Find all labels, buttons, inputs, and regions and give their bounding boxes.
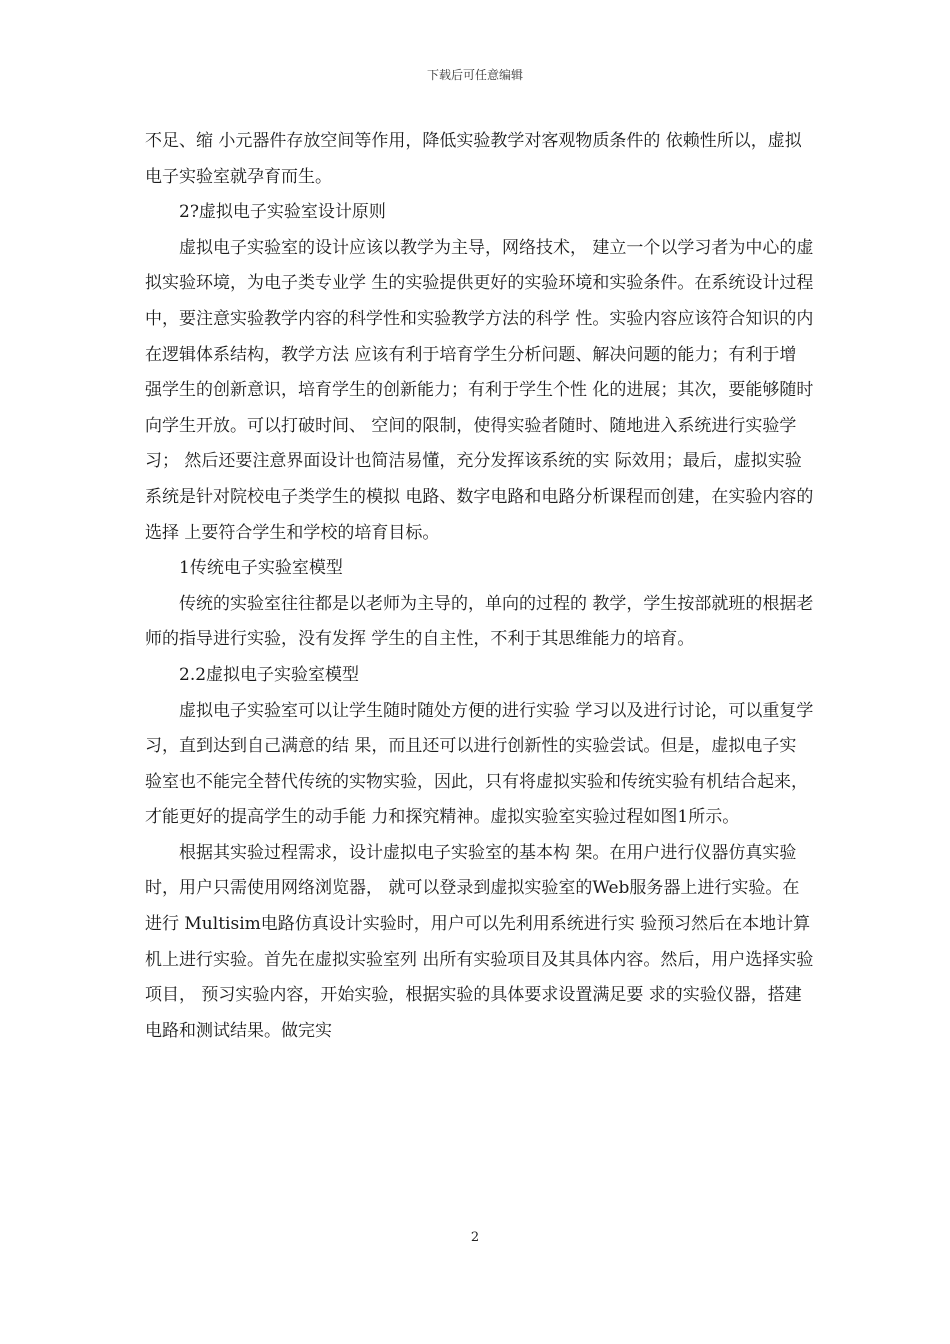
paragraph-virtual-lab-model: 虚拟电子实验室可以让学生随时随处方便的进行实验 学习以及进行讨论，可以重复学习，直到达到自己满意的结 果，而且还可以进行创新性的实验尝试。但是，虚拟电子实 验室也不能完全替代传统的实物实验，因此，只有将虚拟实验和传统实验有机结合起来，才能更好的提高学生的动手能 力和探究精神。虚拟实验室实验过程如图1所示。 — [145, 700, 814, 828]
section-heading-virtual-lab-model: 2.2虚拟电子实验室模型 — [179, 664, 360, 685]
page-header: 下载后可任意编辑 — [426, 68, 523, 82]
page-number: 2 — [470, 1230, 480, 1245]
paragraph-traditional-lab: 传统的实验室往往都是以老师为主导的，单向的过程的 教学，学生按部就班的根据老师的指导进行实验，没有发挥 学生的自主性，不利于其思维能力的培育。 — [145, 593, 814, 650]
document-body — [145, 124, 815, 1049]
paragraph-architecture: 根据其实验过程需求，设计虚拟电子实验室的基本构 架。在用户进行仪器仿真实验时，用户只需使用网络浏览器， 就可以登录到虚拟实验室的Web服务器上进行实验。在进行 Multisim电路仿真设计实验时，用户可以先利用系统进行实 验预习然后在本地计算机上进行实验。首先在虚拟实验室列 出所有实验项目及其具体内容。然后，用户选择实验项目， 预习实验内容，开始实验，根据实验的具体要求设置满足要 求的实验仪器，搭建电路和测试结果。做完实 — [145, 842, 814, 1041]
paragraph-design-principles: 虚拟电子实验室的设计应该以教学为主导，网络技术， 建立一个以学习者为中心的虚拟实验环境，为电子类专业学 生的实验提供更好的实验环境和实验条件。在系统设计过程 中，要注意实验教学内容的科学性和实验教学方法的科学 性。实验内容应该符合知识的内在逻辑体系结构，教学方法 应该有利于培育学生分析问题、解决问题的能力；有利于增 强学生的创新意识，培育学生的创新能力；有利于学生个性 化的进展；其次，要能够随时向学生开放。可以打破时间、 空间的限制，使得实验者随时、随地进入系统进行实验学习； 然后还要注意界面设计也简洁易懂，充分发挥该系统的实 际效用；最后，虚拟实验系统是针对院校电子类学生的模拟 电路、数字电路和电路分析课程而创建，在实验内容的选择 上要符合学生和学校的培育目标。 — [145, 237, 814, 543]
paragraph-1: 不足、缩 小元器件存放空间等作用，降低实验教学对客观物质条件的 依赖性所以，虚拟电子实验室就孕育而生。 — [145, 131, 802, 187]
section-heading-design-principles: 2?虚拟电子实验室设计原则 — [179, 202, 386, 223]
section-heading-traditional-lab: 1传统电子实验室模型 — [179, 558, 343, 579]
